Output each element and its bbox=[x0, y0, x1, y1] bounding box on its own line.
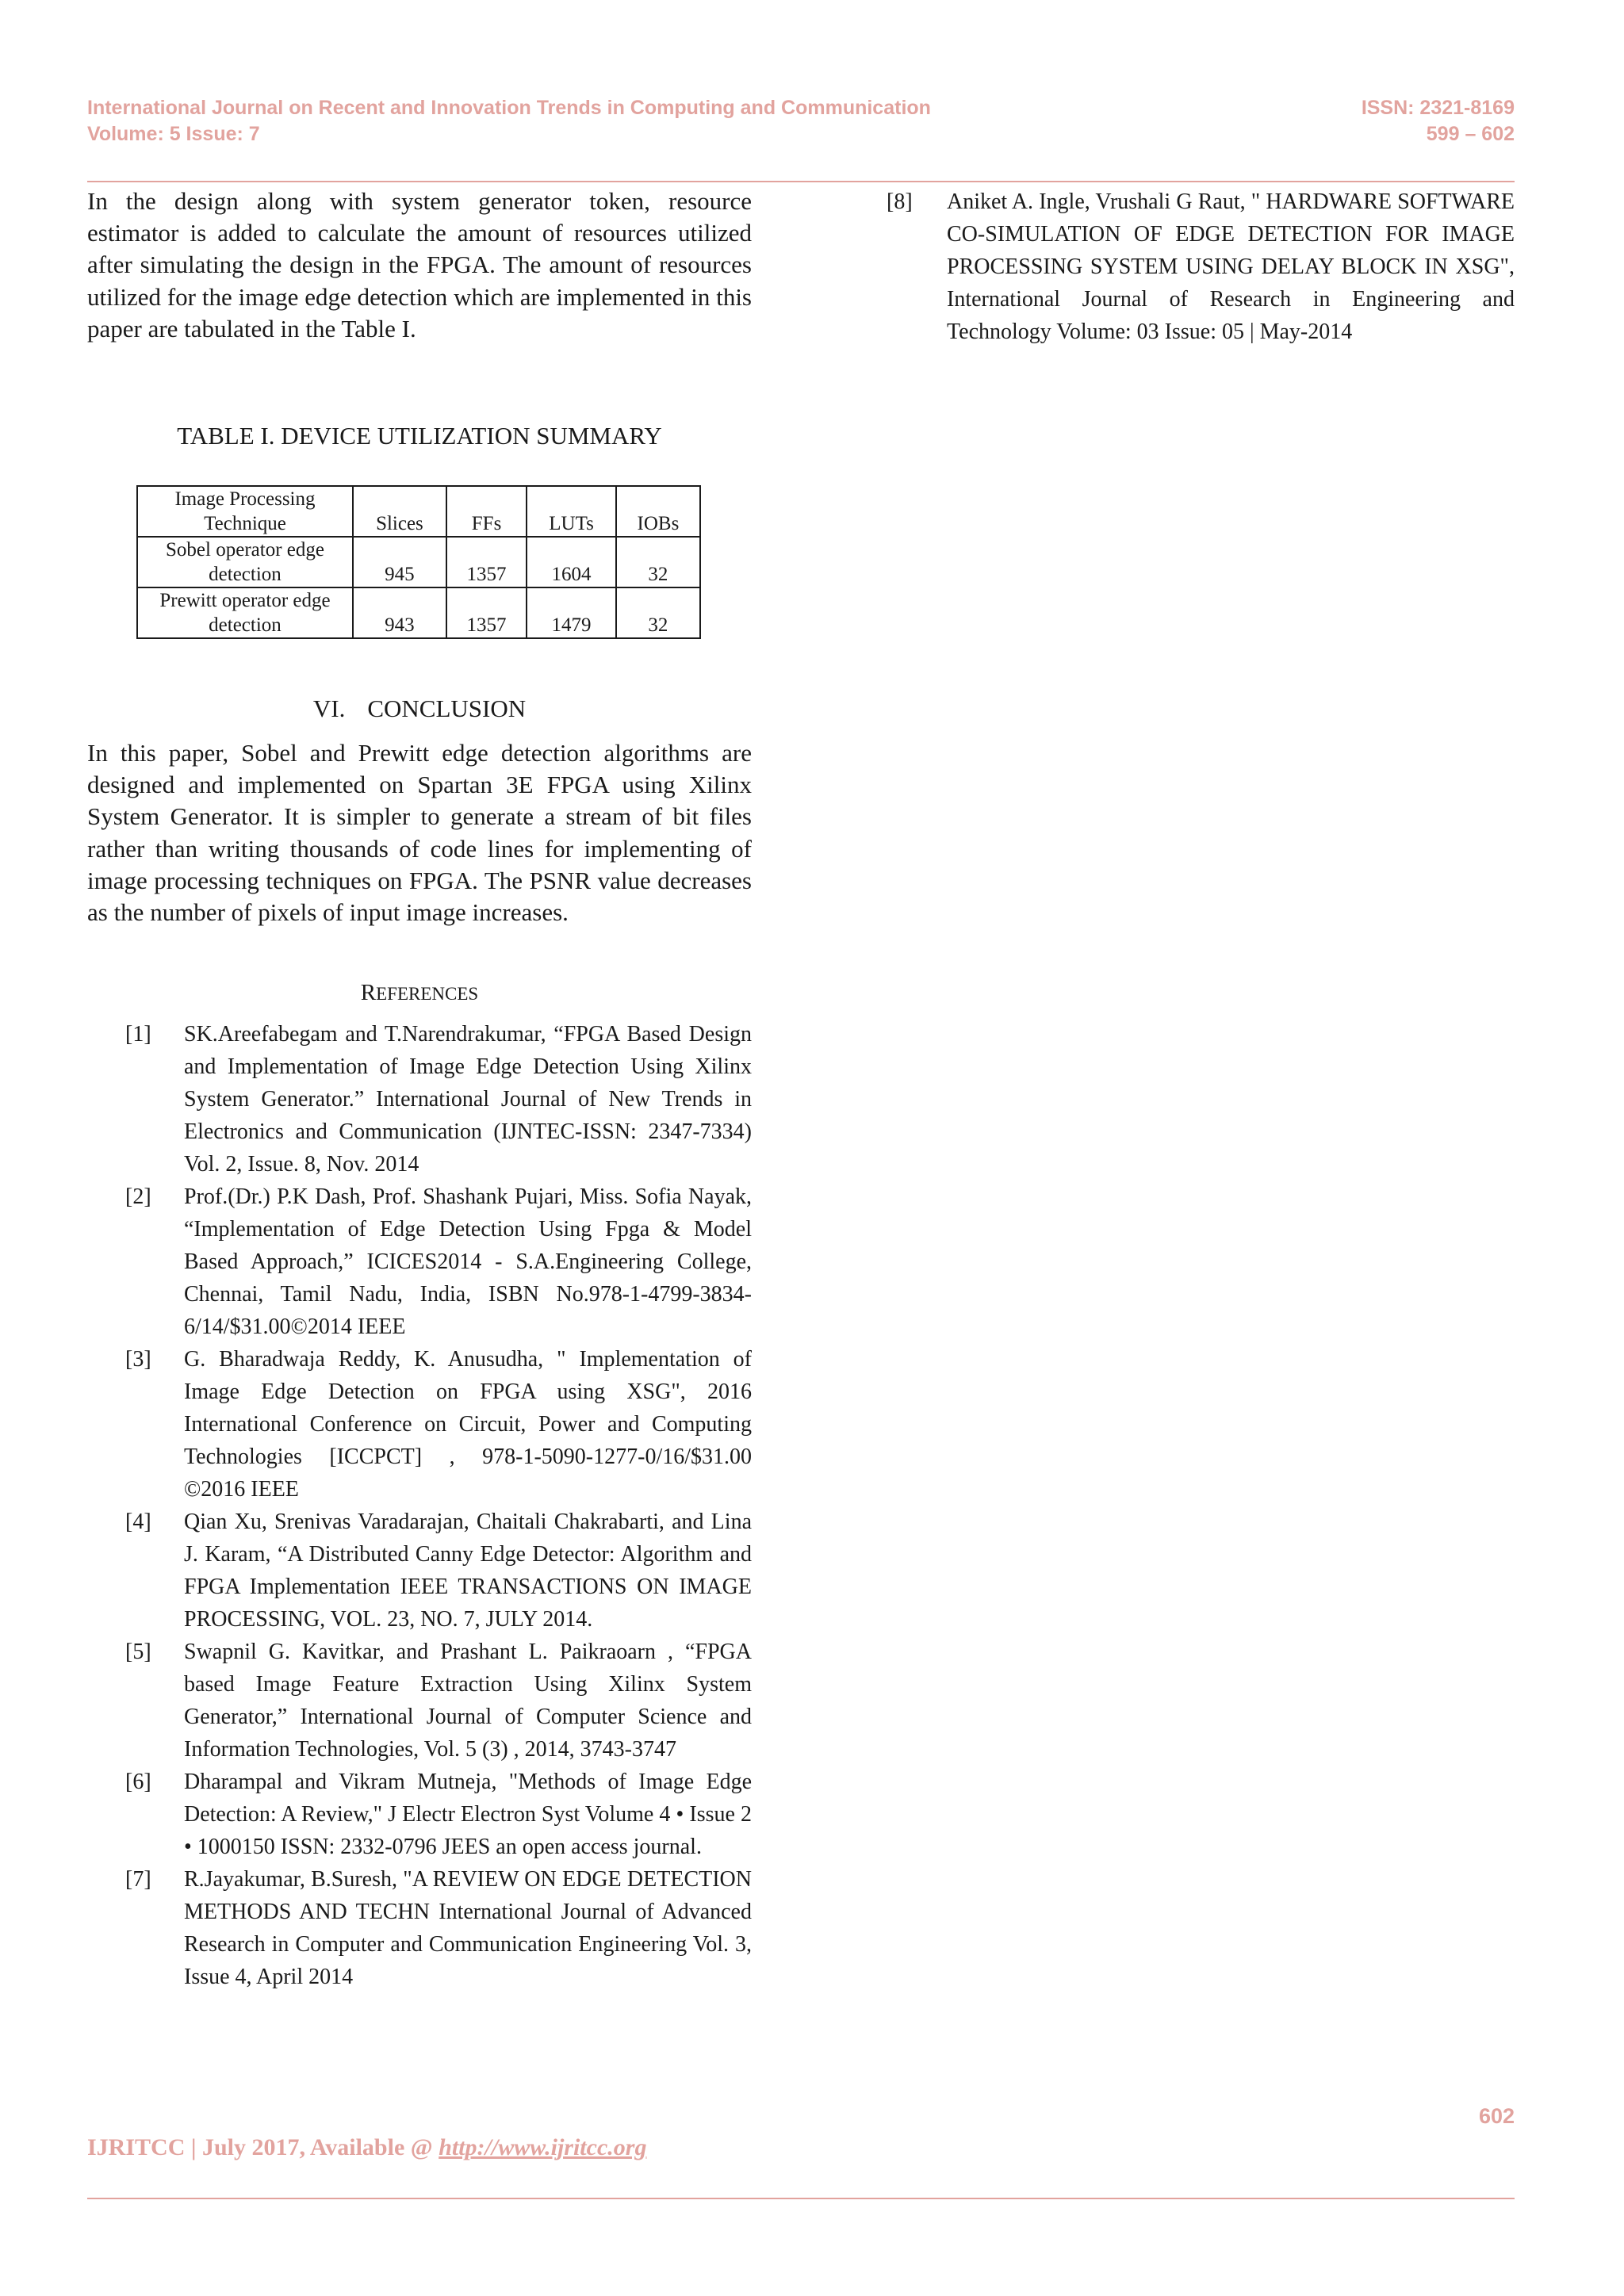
issn: ISSN: 2321-8169 bbox=[1361, 97, 1515, 119]
table-cell: 1357 bbox=[446, 537, 527, 587]
reference-number: [7] bbox=[125, 1867, 151, 1892]
reference-number: [4] bbox=[125, 1510, 151, 1534]
references-list bbox=[125, 1018, 752, 1993]
footer-rule bbox=[87, 2198, 1515, 2199]
reference-item bbox=[125, 1863, 752, 1993]
table-row bbox=[137, 587, 700, 638]
table-header-cell: Slices bbox=[353, 486, 446, 537]
left-column bbox=[87, 186, 752, 345]
footer-link[interactable]: http://www.ijritcc.org bbox=[439, 2134, 647, 2160]
reference-item bbox=[125, 1506, 752, 1636]
journal-name: International Journal on Recent and Innovation Trends in Computing and Communication bbox=[87, 97, 931, 119]
table-cell: 32 bbox=[616, 537, 700, 587]
reference-number: [3] bbox=[125, 1347, 151, 1372]
reference-number: [5] bbox=[125, 1640, 151, 1664]
table-header-row bbox=[137, 486, 700, 537]
reference-text: Qian Xu, Srenivas Varadarajan, Chaitali Chakrabarti, and Lina J. Karam, “A Distributed Canny Edge Detector: Algorithm and FPGA Implementation IEEE TRANSACTIONS ON IMAGE PROCESSING, VOL. 23, NO. 7, JULY 2014. bbox=[184, 1510, 752, 1632]
table-cell: 943 bbox=[353, 587, 446, 638]
reference-number: [2] bbox=[125, 1184, 151, 1209]
conclusion-paragraph: In this paper, Sobel and Prewitt edge detection algorithms are designed and implemented on Spartan 3E FPGA using Xilinx System Generator. It is simpler to generate a stream of bit files rather than writing thousands of code lines for implementing of image processing techniques on FPGA. The PSNR value decreases as the number of pixels of input image increases. bbox=[87, 739, 752, 927]
table-cell: 1357 bbox=[446, 587, 527, 638]
reference-item bbox=[125, 1636, 752, 1766]
reference-text: Prof.(Dr.) P.K Dash, Prof. Shashank Pujari, Miss. Sofia Nayak, “Implementation of Edge Detection Using Fpga & Model Based Approach,” ICICES2014 - S.A.Engineering College, Chennai, Tamil Nadu, India, ISBN No.978-1-4799-3834-6/14/$31.00©2014 IEEE bbox=[184, 1184, 752, 1339]
conclusion-block bbox=[87, 737, 752, 928]
page-number: 602 bbox=[1478, 2104, 1515, 2128]
section-title: CONCLUSION bbox=[367, 695, 527, 722]
reference-item bbox=[125, 1766, 752, 1863]
header-right bbox=[1362, 95, 1515, 147]
right-column bbox=[887, 186, 1515, 348]
reference-text: R.Jayakumar, B.Suresh, "A REVIEW ON EDGE DETECTION METHODS AND TECHN International Journal of Advanced Research in Computer and Communication Engineering Vol. 3, Issue 4, April 2014 bbox=[184, 1867, 752, 1989]
table-header-cell: FFs bbox=[446, 486, 527, 537]
intro-paragraph: In the design along with system generator token, resource estimator is added to calculate the amount of resources utilized after simulating the design in the FPGA. The amount of resources utilized for the image edge detection which are implemented in this paper are tabulated in the Table I. bbox=[87, 187, 752, 342]
table-cell: 945 bbox=[353, 537, 446, 587]
reference-text: G. Bharadwaja Reddy, K. Anusudha, " Implementation of Image Edge Detection on FPGA using XSG", 2016 International Conference on Circuit, Power and Computing Technologies [ICCPCT] , 978-1-5090-1277-0/16/$31.00 ©2016 IEEE bbox=[184, 1347, 752, 1502]
table-header-cell: LUTs bbox=[527, 486, 616, 537]
reference-item bbox=[125, 1018, 752, 1181]
volume-issue: Volume: 5 Issue: 7 bbox=[87, 123, 260, 145]
reference-text: Dharampal and Vikram Mutneja, "Methods of Image Edge Detection: A Review," J Electr Electron Syst Volume 4 • Issue 2 • 1000150 ISSN: 2332-0796 JEES an open access journal. bbox=[184, 1770, 752, 1859]
header-rule bbox=[87, 181, 1515, 182]
table-cell: Sobel operator edge detection bbox=[137, 537, 353, 587]
table-cell: 1479 bbox=[527, 587, 616, 638]
table-header-cell: IOBs bbox=[616, 486, 700, 537]
reference-item bbox=[887, 186, 1515, 348]
footer-text bbox=[87, 2134, 646, 2161]
table-row bbox=[137, 537, 700, 587]
reference-item bbox=[125, 1181, 752, 1343]
footer-prefix: IJRITCC | July 2017, Available @ bbox=[87, 2134, 439, 2160]
table-cell: 1604 bbox=[527, 537, 616, 587]
section-heading bbox=[87, 695, 752, 723]
references-heading-initial: R bbox=[360, 980, 377, 1005]
reference-item bbox=[125, 1343, 752, 1506]
table-cell: 32 bbox=[616, 587, 700, 638]
table-cell: Prewitt operator edge detection bbox=[137, 587, 353, 638]
references-heading-rest: EFERENCES bbox=[376, 984, 479, 1004]
table-header-cell: Image Processing Technique bbox=[137, 486, 353, 537]
header-left bbox=[87, 95, 931, 147]
reference-number: [1] bbox=[125, 1022, 151, 1047]
section-number: VI. bbox=[312, 695, 346, 722]
table-caption: TABLE I. DEVICE UTILIZATION SUMMARY bbox=[177, 422, 662, 450]
reference-text: Aniket A. Ingle, Vrushali G Raut, " HARDWARE SOFTWARE CO-SIMULATION OF EDGE DETECTION FOR IMAGE PROCESSING SYSTEM USING DELAY BLOCK IN XSG", International Journal of Research in Engineering and Technology Volume: 03 Issue: 05 | May-2014 bbox=[947, 189, 1515, 344]
reference-number: [8] bbox=[887, 189, 913, 214]
reference-number: [6] bbox=[125, 1770, 151, 1794]
page-range: 599 – 602 bbox=[1426, 123, 1515, 145]
references-heading bbox=[87, 980, 752, 1006]
reference-text: Swapnil G. Kavitkar, and Prashant L. Paikraoarn , “FPGA based Image Feature Extraction Using Xilinx System Generator,” International Journal of Computer Science and Information Technologies, Vol. 5 (3) , 2014, 3743-3747 bbox=[184, 1640, 752, 1762]
reference-text: SK.Areefabegam and T.Narendrakumar, “FPGA Based Design and Implementation of Image Edge Detection Using Xilinx System Generator.” International Journal of New Trends in Electronics and Communication (IJNTEC-ISSN: 2347-7334) Vol. 2, Issue. 8, Nov. 2014 bbox=[184, 1022, 752, 1177]
device-utilization-table bbox=[136, 485, 701, 639]
